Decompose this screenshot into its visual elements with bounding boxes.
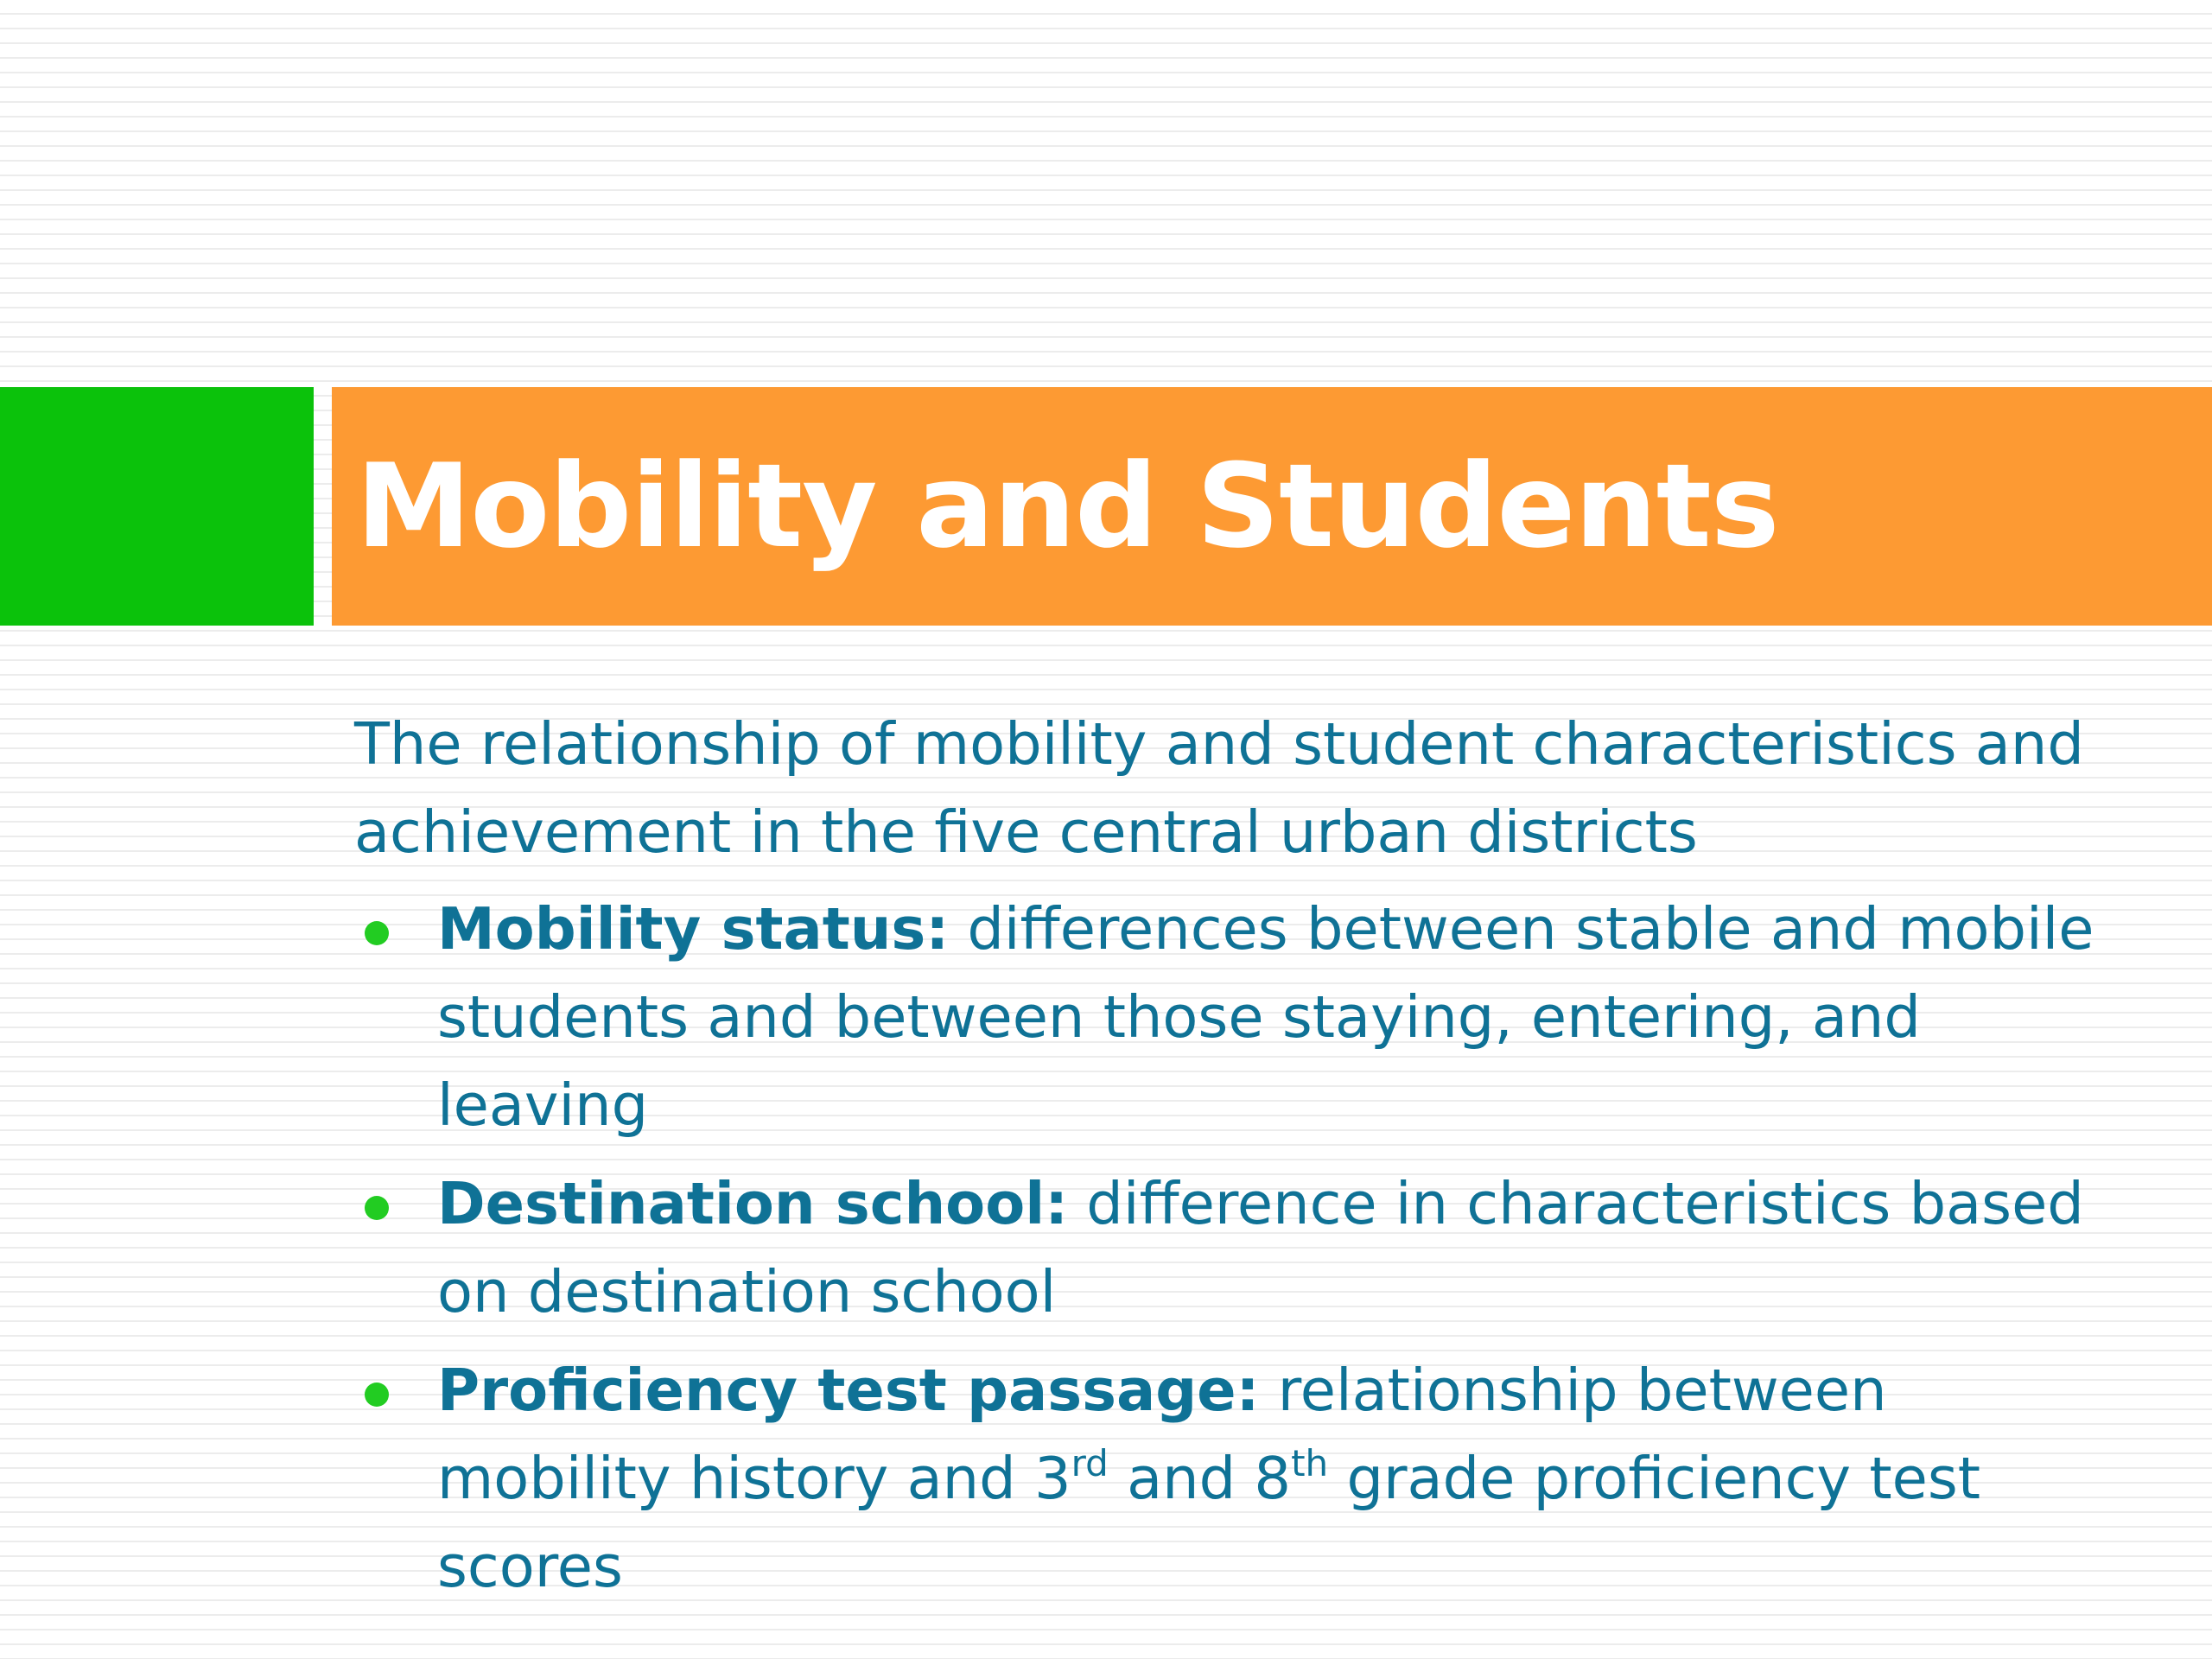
bullet-text: grade proficiency test scores xyxy=(437,1445,1981,1600)
ordinal-suffix: rd xyxy=(1071,1442,1109,1484)
bullet-dot-icon xyxy=(365,1382,389,1407)
accent-block xyxy=(0,387,314,626)
bullet-text: difference in characteristics based on destination school xyxy=(437,1170,2084,1325)
bullet-destination-school xyxy=(354,1160,2134,1336)
bullet-proficiency-test xyxy=(354,1346,2134,1611)
intro-text: The relationship of mobility and student characteristics and achievement in the five central urban districts xyxy=(354,710,2084,866)
bullet-text: and 8 xyxy=(1108,1445,1292,1512)
ordinal-suffix: th xyxy=(1291,1442,1329,1484)
bullet-dot-icon xyxy=(365,921,389,945)
bullet-dot-icon xyxy=(365,1196,389,1220)
bullet-term: Mobility status: xyxy=(437,895,950,963)
slide-title: Mobility and Students xyxy=(356,439,1779,574)
bullet-text: differences between stable and mobile students and between those staying, entering, and leaving xyxy=(437,895,2094,1139)
slide-content xyxy=(354,700,2134,1621)
bullet-text: relationship between mobility history and 3 xyxy=(437,1357,1887,1512)
bullet-list xyxy=(354,885,2134,1611)
bullet-mobility-status xyxy=(354,885,2134,1149)
bullet-term: Destination school: xyxy=(437,1170,1068,1237)
bullet-term: Proficiency test passage: xyxy=(437,1357,1260,1424)
